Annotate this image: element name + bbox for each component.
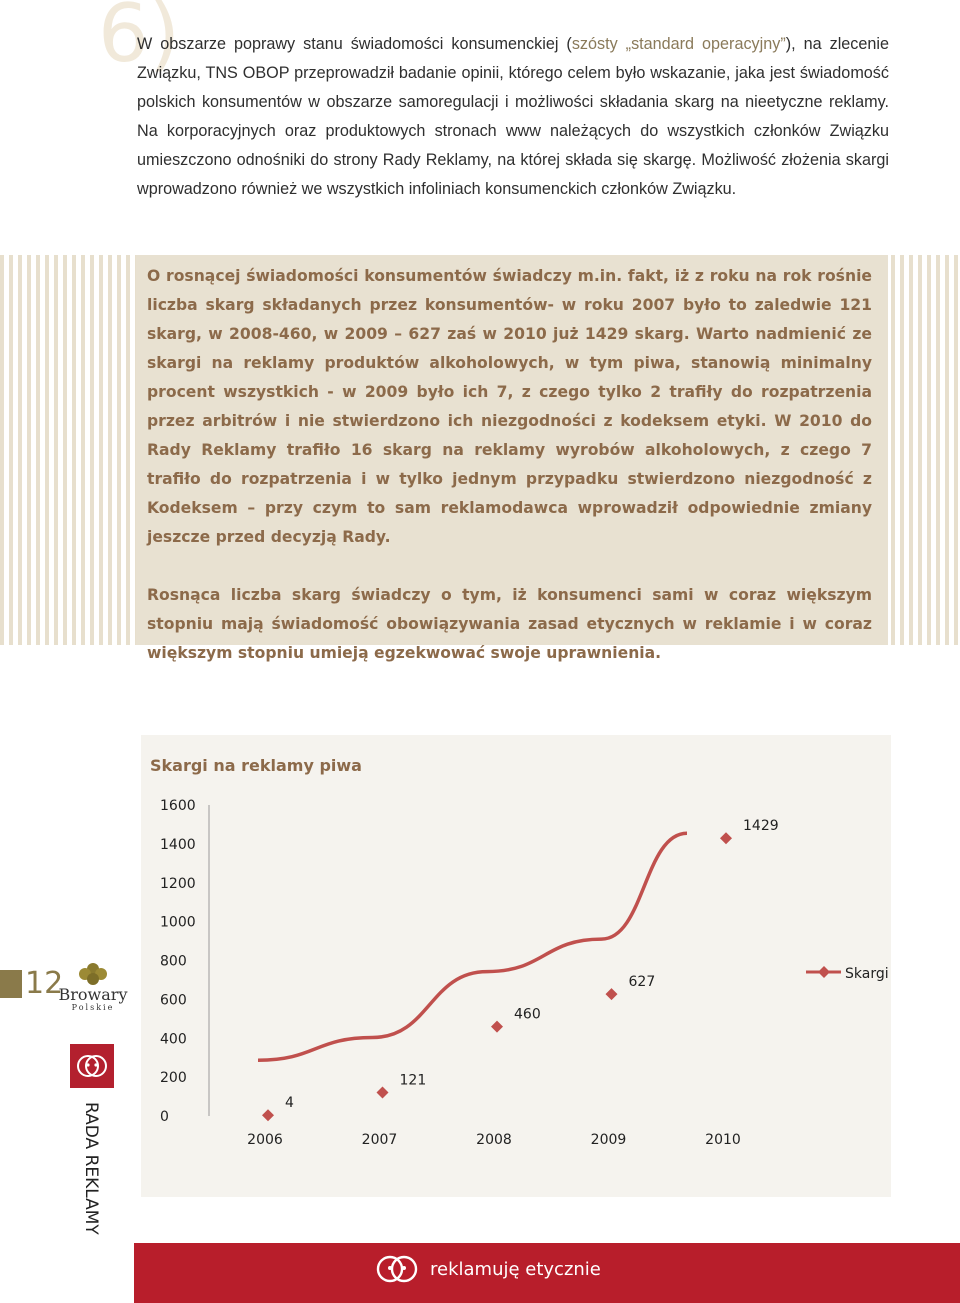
brand-subname: Polskie	[71, 1003, 115, 1012]
legend-marker	[818, 966, 830, 978]
y-tick-label: 1000	[160, 914, 196, 931]
y-tick-label: 400	[160, 1031, 187, 1048]
intro-highlight: szósty „standard operacyjny”	[571, 35, 786, 53]
data-point-marker	[377, 1086, 389, 1098]
x-tick-label: 2006	[247, 1132, 283, 1148]
data-label: 1429	[743, 818, 779, 835]
intro-text-part2: ), na zlecenie Związku, TNS OBOP przeprowadził badanie opinii, którego celem było wskazanie, jaka jest świadomość polskich konsumentów w obszarze samoregulacji i możliwości składania skarg na nieetyczne reklamy. Na korporacyjnych oraz produktowych stronach www należących do wszystkich członków Związku umieszczono odnośniki do strony Rady Reklamy, na której składa się skargę. Możliwość złożenia skargi wprowadzono również we wszystkich infoliniach konsumenckich członków Związku.	[137, 35, 889, 198]
rada-reklamy-vertical-label	[70, 1100, 114, 1235]
y-tick-label: 1600	[160, 798, 196, 814]
y-tick-label: 800	[160, 953, 187, 970]
data-label: 460	[514, 1006, 541, 1023]
x-tick-label: 2008	[476, 1132, 512, 1148]
page-number: 12	[25, 966, 64, 1001]
data-label: 627	[628, 974, 656, 991]
reklamuje-etycznie-icon	[375, 1254, 419, 1284]
hop-leaf-icon	[79, 963, 107, 985]
rada-reklamy-icon	[70, 1044, 114, 1088]
section-number: 6)	[98, 0, 181, 80]
y-tick-label: 1200	[160, 875, 196, 892]
x-tick-label: 2009	[590, 1132, 627, 1148]
data-point-marker	[606, 988, 618, 1000]
data-label: 121	[399, 1072, 427, 1089]
intro-text-part1: W obszarze poprawy stanu świadomości konsumenckiej (	[137, 35, 572, 53]
intro-paragraph	[137, 30, 889, 204]
data-point-marker	[720, 832, 732, 844]
footer-text: reklamuję etycznie	[430, 1259, 601, 1280]
x-tick-label: 2010	[705, 1132, 741, 1148]
data-point-marker	[262, 1109, 274, 1121]
browary-polskie-logo	[56, 960, 130, 1012]
highlight-paragraph-1: O rosnącej świadomości konsumentów świadczy m.in. fakt, iż z roku na rok rośnie liczba skarg składanych przez konsumentów- w roku 2007 było to zaledwie 121 skarg, w 2008-460, w 2009 – 627 zaś w 2010 już 1429 skarg. Warto nadmienić ze skargi na reklamy produktów alkoholowych, w tym piwa, stanowią minimalny procent wszystkich - w 2009 było ich 7, z czego tylko 2 trafiły do rozpatrzenia przez arbitrów i nie stwierdzono ich niezgodności z kodeksem etyki. W 2010 do Rady Reklamy trafiło 16 skarg na reklamy wyrobów alkoholowych, z czego 7 trafiło do rozpatrzenia i w tylko jednym przypadku stwierdzono niezgodność z Kodeksem – przy czym to sam reklamodawca wprowadził odpowiednie zmiany jeszcze przed decyzją Rady.	[147, 267, 872, 546]
y-tick-label: 600	[160, 992, 187, 1009]
page-marker	[0, 970, 22, 998]
series-line-skargi	[258, 833, 687, 1060]
highlight-box	[147, 262, 872, 668]
line-chart	[141, 735, 891, 1197]
highlight-paragraph-2: Rosnąca liczba skarg świadczy o tym, iż konsumenci sami w coraz większym stopniu mają świadomość obowiązywania zasad etycznych w reklamie i w coraz większym stopniu umieją egzekwować swoje uprawnienia.	[147, 586, 872, 662]
legend-label: Skargi	[845, 966, 889, 982]
y-tick-label: 0	[160, 1109, 169, 1125]
side-label-text: RADA REKLAMY	[81, 1102, 101, 1235]
rada-reklamy-logo	[70, 1044, 114, 1088]
data-label: 4	[285, 1095, 294, 1112]
brand-name: Browary	[58, 985, 128, 1004]
y-tick-label: 200	[160, 1070, 187, 1087]
data-point-marker	[491, 1021, 503, 1033]
y-tick-label: 1400	[160, 836, 196, 853]
chart-title: Skargi na reklamy piwa	[150, 756, 362, 775]
x-tick-label: 2007	[361, 1132, 398, 1148]
